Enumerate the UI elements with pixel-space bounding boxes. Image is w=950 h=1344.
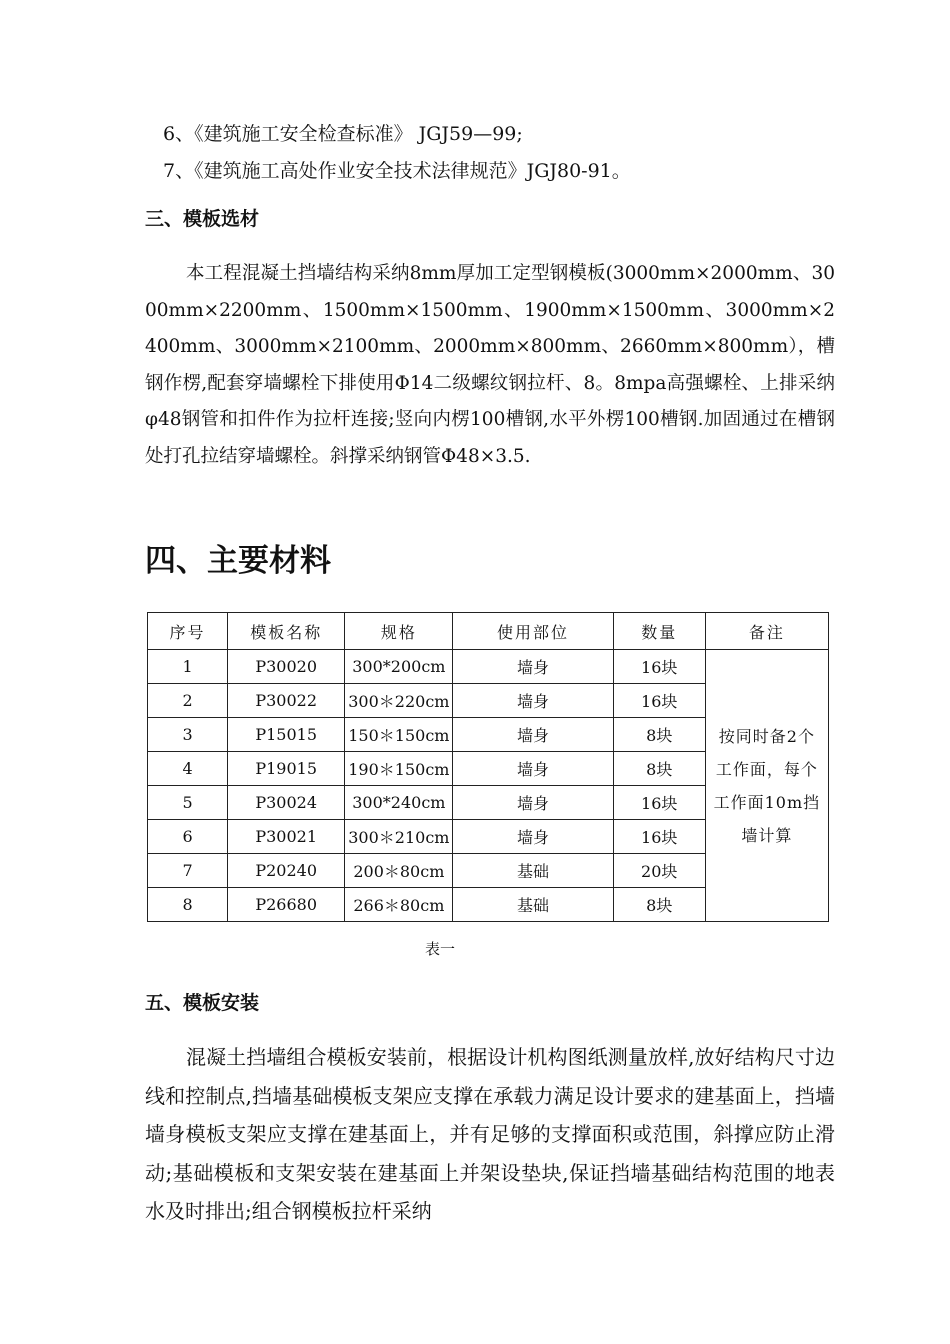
cell-quantity: 8块: [613, 718, 705, 752]
col-header-spec: 规格: [345, 613, 453, 650]
cell-template-name: P26680: [228, 888, 345, 922]
cell-template-name: P15015: [228, 718, 345, 752]
materials-table: [147, 612, 829, 922]
cell-usage: 墙身: [453, 718, 613, 752]
cell-index: 6: [148, 820, 228, 854]
col-header-index: 序号: [148, 613, 228, 650]
materials-selection-paragraph: 本工程混凝土挡墙结构采纳8mm厚加工定型钢模板(3000mm×2000mm、3000mm×2200mm、1500mm×1500mm、1900mm×1500mm、3000mm×2400mm、3000mm×2100mm、2000mm×800mm、2660mm×800mm），槽钢作楞,配套穿墙螺栓下排使用Φ14二级螺纹钢拉杆、8。8mpa高强螺栓、上排采纳φ48钢管和扣件作为拉杆连接;竖向内楞100槽钢,水平外楞100槽钢.加固通过在槽钢处打孔拉结穿墙螺栓。斜撑采纳钢管Φ48×3.5.: [145, 263, 835, 467]
cell-index: 1: [148, 650, 228, 684]
reference-item-7: 7、《建筑施工高处作业安全技术法律规范》JGJ80-91。: [163, 160, 631, 182]
cell-quantity: 16块: [613, 786, 705, 820]
cell-template-name: P30024: [228, 786, 345, 820]
col-header-usage: 使用部位: [453, 613, 613, 650]
cell-index: 7: [148, 854, 228, 888]
col-header-template-name: 模板名称: [228, 613, 345, 650]
cell-index: 3: [148, 718, 228, 752]
cell-quantity: 16块: [613, 820, 705, 854]
cell-remark: 按同时备2个工作面，每个工作面10m挡墙计算: [705, 650, 828, 922]
template-installation-paragraph: 混凝土挡墙组合模板安装前，根据设计机构图纸测量放样,放好结构尺寸边线和控制点,挡墙基础模板支架应支撑在承载力满足设计要求的建基面上，挡墙墙身模板支架应支撑在建基面上，并有足够的支撑面积或范围，斜撑应防止滑动;基础模板和支架安装在建基面上并架设垫块,保证挡墙基础结构范围的地表水及时排出;组合钢模板拉杆采纳: [145, 1045, 835, 1223]
cell-index: 4: [148, 752, 228, 786]
cell-quantity: 16块: [613, 650, 705, 684]
cell-usage: 基础: [453, 854, 613, 888]
cell-template-name: P19015: [228, 752, 345, 786]
table-header-row: [148, 613, 829, 650]
cell-index: 8: [148, 888, 228, 922]
cell-usage: 墙身: [453, 786, 613, 820]
col-header-remark: 备注: [705, 613, 828, 650]
cell-usage: 墙身: [453, 752, 613, 786]
table-caption: 表一: [425, 940, 456, 958]
section-heading-materials-selection: 三、模板选材: [145, 208, 260, 230]
cell-template-name: P30022: [228, 684, 345, 718]
cell-usage: 墙身: [453, 684, 613, 718]
cell-spec: 300*200cm: [345, 650, 453, 684]
cell-spec: 190＊150cm: [345, 752, 453, 786]
cell-quantity: 8块: [613, 752, 705, 786]
cell-spec: 300*240cm: [345, 786, 453, 820]
cell-index: 5: [148, 786, 228, 820]
cell-usage: 墙身: [453, 650, 613, 684]
section-heading-main-materials: 四、主要材料: [145, 543, 331, 579]
cell-spec: 200＊80cm: [345, 854, 453, 888]
cell-spec: 266＊80cm: [345, 888, 453, 922]
cell-quantity: 16块: [613, 684, 705, 718]
col-header-quantity: 数量: [613, 613, 705, 650]
cell-template-name: P30020: [228, 650, 345, 684]
cell-quantity: 20块: [613, 854, 705, 888]
cell-index: 2: [148, 684, 228, 718]
section-heading-template-installation: 五、模板安装: [145, 992, 260, 1014]
cell-spec: 300＊210cm: [345, 820, 453, 854]
cell-quantity: 8块: [613, 888, 705, 922]
table-row: [148, 650, 829, 684]
cell-spec: 150＊150cm: [345, 718, 453, 752]
cell-usage: 基础: [453, 888, 613, 922]
cell-template-name: P30021: [228, 820, 345, 854]
reference-item-6: 6、《建筑施工安全检查标准》 JGJ59—99;: [163, 123, 523, 145]
cell-usage: 墙身: [453, 820, 613, 854]
cell-template-name: P20240: [228, 854, 345, 888]
cell-spec: 300＊220cm: [345, 684, 453, 718]
